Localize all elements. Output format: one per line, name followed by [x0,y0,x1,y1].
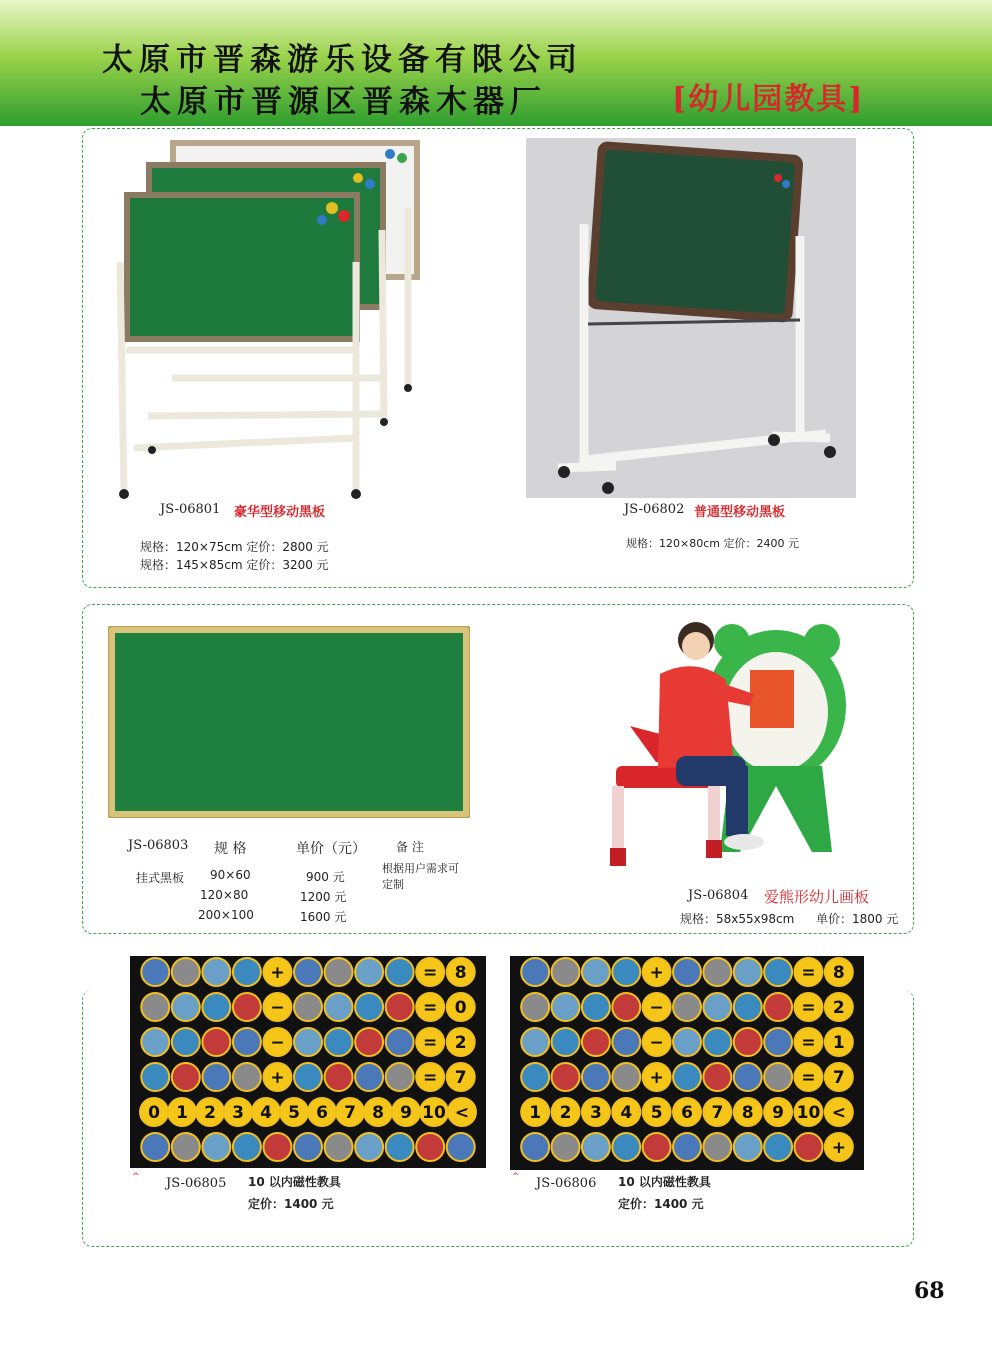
picture-magnet [552,958,580,986]
picture-magnet [386,958,414,986]
picture-magnet [612,1028,640,1056]
magnet-label: = [801,963,816,983]
picture-magnet [202,993,230,1021]
picture-magnet [416,1133,444,1161]
picture-magnet [294,993,322,1021]
spec-line-2: 规格：145×85cm 定价：3200 元 [140,558,329,572]
picture-magnet [447,1133,475,1161]
picture-magnet [294,958,322,986]
board-type: 挂式黑板 [136,871,185,885]
picture-magnet [552,1028,580,1056]
magnet-label: + [649,963,664,983]
magnet-label: = [801,1068,816,1088]
picture-magnet [325,1028,353,1056]
picture-magnet [764,1133,792,1161]
picture-magnet [294,1028,322,1056]
picture-magnet [612,958,640,986]
price-row-3: 1600 元 [300,910,347,924]
magnet-label: − [649,998,664,1018]
picture-magnet [325,993,353,1021]
picture-magnet [172,1133,200,1161]
price-row-1: 900 元 [306,870,345,884]
product-code-js06805: JS-06805 [166,1176,227,1191]
magnetic-set-1-image [130,956,486,1168]
magnet-label: = [801,998,816,1018]
picture-magnet [521,958,549,986]
picture-magnet [386,1133,414,1161]
magnet-label: 1 [176,1103,188,1123]
magnet-label: 7 [832,1068,845,1088]
product-code-js06804: JS-06804 [688,888,749,903]
picture-magnet [734,1133,762,1161]
picture-magnet [172,1063,200,1091]
picture-magnet [233,1028,261,1056]
magnet-label: 2 [204,1103,216,1123]
magnet-label: 10 [422,1103,446,1123]
magnet-label: = [423,1068,438,1088]
note-line-2: 定制 [382,878,404,891]
spec-line-js06802: 规格：120×80cm 定价：2400 元 [626,537,799,550]
picture-magnet [294,1133,322,1161]
category-title: [幼儿园教具] [672,82,865,117]
size-row-1: 90×60 [210,868,251,882]
picture-magnet [521,1133,549,1161]
magnet-label: − [270,1033,285,1053]
magnet-label: 7 [344,1103,356,1123]
picture-magnet [612,1133,640,1161]
picture-magnet [355,1133,383,1161]
picture-magnet [386,1063,414,1091]
product-name-js06806: 10 以内磁性教具 [618,1175,711,1189]
luxury-mobile-blackboard-image [112,138,442,500]
picture-magnet [764,1028,792,1056]
size-row-2: 120×80 [200,888,249,902]
picture-magnet [172,1028,200,1056]
magnet-label: − [649,1033,664,1053]
picture-magnet [673,1133,701,1161]
magnet-label: + [270,1068,285,1088]
picture-magnet [355,958,383,986]
product-code-js06802: JS-06802 [624,502,685,517]
price-row-2: 1200 元 [300,890,347,904]
picture-magnet [521,993,549,1021]
table-header-price: 单价（元） [296,841,366,857]
magnet-label: 6 [316,1103,328,1123]
ordinary-mobile-blackboard-image [526,138,856,498]
magnet-label: = [423,963,438,983]
table-header-spec: 规 格 [214,841,247,857]
page-number: 68 [914,1278,945,1304]
picture-magnet [764,1063,792,1091]
picture-magnet [202,1133,230,1161]
picture-magnet [582,1028,610,1056]
picture-magnet [263,1133,291,1161]
note-line-1: 根据用户需求可 [382,862,459,875]
magnet-label: 2 [832,998,845,1018]
magnet-label: 8 [454,963,467,983]
picture-magnet [612,993,640,1021]
product-name-js06802: 普通型移动黑板 [694,505,786,520]
magnet-label: 2 [454,1033,467,1053]
picture-magnet [734,1028,762,1056]
picture-magnet [386,1028,414,1056]
magnet-label: 5 [650,1103,663,1123]
magnet-label: 1 [529,1103,542,1123]
magnet-label: 4 [260,1103,272,1123]
picture-magnet [703,1028,731,1056]
picture-magnet [673,1028,701,1056]
picture-magnet [233,1063,261,1091]
magnet-label: 3 [589,1103,602,1123]
magnet-label: = [423,1033,438,1053]
picture-magnet [202,1063,230,1091]
price-js06804: 单价：1800 元 [816,912,899,926]
magnet-label: 9 [772,1103,785,1123]
magnet-label: < [831,1103,846,1123]
picture-magnet [764,993,792,1021]
picture-magnet [582,958,610,986]
picture-magnet [325,958,353,986]
picture-magnet [355,1063,383,1091]
picture-magnet [643,1133,671,1161]
magnet-label: 8 [832,963,845,983]
magnet-label: + [831,1138,846,1158]
wall-blackboard-image [108,626,470,818]
magnet-label: 8 [372,1103,384,1123]
magnet-label: 4 [620,1103,633,1123]
picture-magnet [673,958,701,986]
picture-magnet [673,993,701,1021]
picture-magnet [552,1133,580,1161]
picture-magnet [233,993,261,1021]
table-header-note: 备 注 [396,840,424,854]
product-name-js06805: 10 以内磁性教具 [248,1175,341,1189]
picture-magnet [794,1133,822,1161]
price-js06806: 定价：1400 元 [618,1197,704,1211]
picture-magnet [141,1133,169,1161]
picture-magnet [294,1063,322,1091]
magnet-label: 7 [454,1068,467,1088]
picture-magnet [202,1028,230,1056]
picture-magnet [172,958,200,986]
picture-magnet [582,1063,610,1091]
picture-magnet [734,958,762,986]
company-name-2: 太原市晋源区晋森木器厂 [140,84,547,120]
magnet-label: = [423,998,438,1018]
picture-magnet [764,958,792,986]
picture-magnet [612,1063,640,1091]
picture-magnet [703,993,731,1021]
picture-magnet [703,958,731,986]
magnet-label: = [801,1033,816,1053]
picture-magnet [355,993,383,1021]
magnet-label: + [649,1068,664,1088]
picture-magnet [386,993,414,1021]
product-code-js06803: JS-06803 [128,838,189,853]
product-code-js06806: JS-06806 [536,1176,597,1191]
picture-magnet [355,1028,383,1056]
picture-magnet [141,993,169,1021]
picture-magnet [172,993,200,1021]
magnet-label: 5 [288,1103,300,1123]
magnet-label: 9 [400,1103,412,1123]
picture-magnet [325,1133,353,1161]
product-code-js06801: JS-06801 [160,502,221,517]
picture-magnet [552,993,580,1021]
magnet-label: < [454,1103,470,1123]
picture-magnet [325,1063,353,1091]
picture-magnet [141,1063,169,1091]
picture-magnet [233,958,261,986]
picture-magnet [703,1133,731,1161]
magnet-label: 1 [832,1033,845,1053]
picture-magnet [734,1063,762,1091]
spec-line-1: 规格：120×75cm 定价：2800 元 [140,540,329,554]
company-name-1: 太原市晋森游乐设备有限公司 [102,42,583,78]
price-js06805: 定价：1400 元 [248,1197,334,1211]
picture-magnet [552,1063,580,1091]
picture-magnet [673,1063,701,1091]
magnet-label: + [270,963,285,983]
picture-magnet [703,1063,731,1091]
asterisk-mark: ^ [132,1172,140,1182]
magnet-label: 0 [454,998,467,1018]
asterisk-mark-2: ^ [512,1172,520,1182]
picture-magnet [141,958,169,986]
magnet-label: 10 [796,1103,821,1123]
magnetic-set-2-image [510,956,864,1170]
product-name-js06801: 豪华型移动黑板 [234,505,326,520]
size-row-3: 200×100 [198,908,254,922]
picture-magnet [141,1028,169,1056]
picture-magnet [582,1133,610,1161]
magnet-label: 8 [741,1103,754,1123]
picture-magnet [521,1063,549,1091]
magnet-label: − [270,998,285,1018]
bear-easel-image [600,616,880,886]
magnet-label: 0 [148,1103,160,1123]
picture-magnet [734,993,762,1021]
picture-magnet [233,1133,261,1161]
product-name-js06804: 爱熊形幼儿画板 [764,888,870,906]
magnet-label: 7 [711,1103,724,1123]
magnet-label: 2 [559,1103,572,1123]
picture-magnet [582,993,610,1021]
spec-js06804: 规格：58x55x98cm [680,912,795,926]
picture-magnet [202,958,230,986]
magnet-label: 6 [681,1103,693,1123]
page-header [0,0,992,126]
magnet-label: 3 [232,1103,244,1123]
picture-magnet [521,1028,549,1056]
